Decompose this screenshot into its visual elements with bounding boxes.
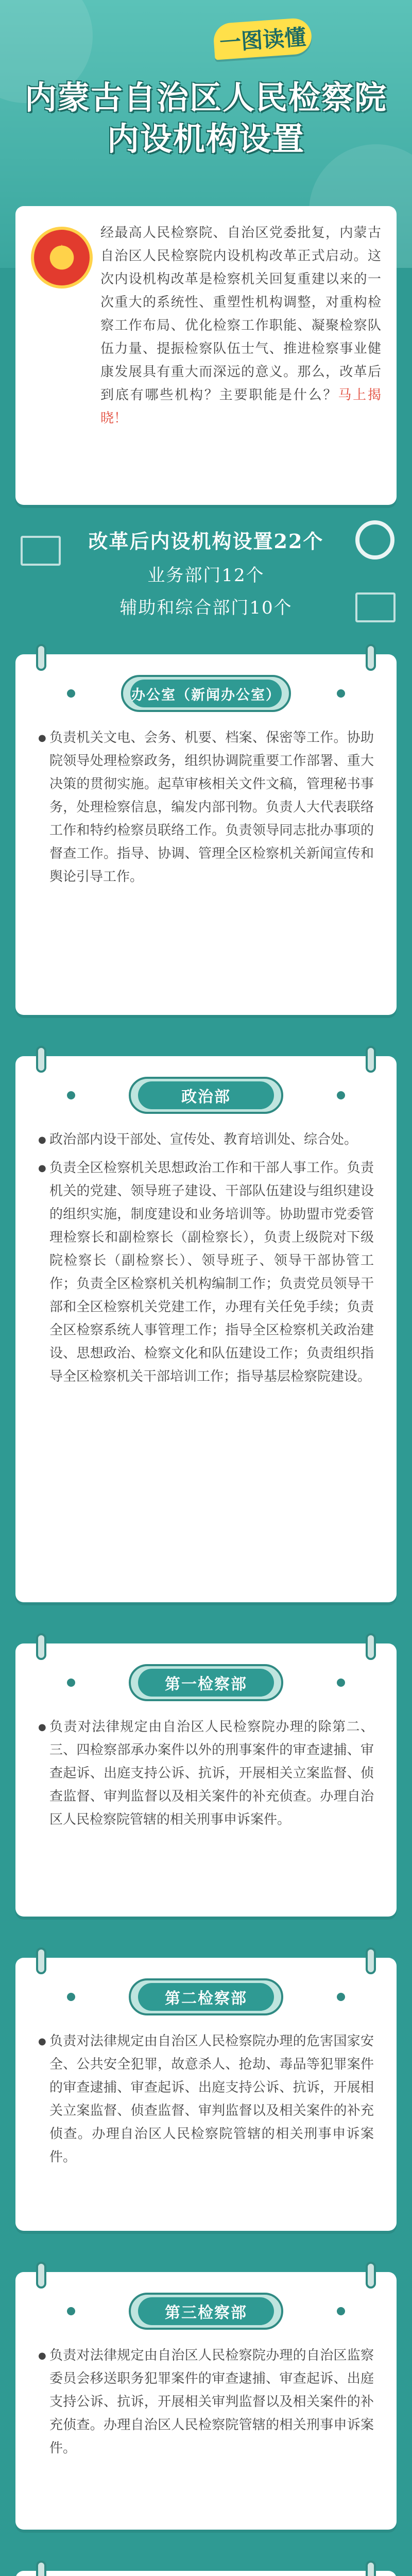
clip-icon [36, 2262, 46, 2289]
section-body [38, 2344, 374, 2465]
section-paragraph: ● 负责全区检察机关思想政治工作和干部人事工作。负责机关的党建、领导班子建设、干部队伍建设与组织建设的组织实施，制度建设和业务培训等。协助盟市党委管理检察长和副检察长（副检察长），负责上级院对下级院检察长（副检察长）、领导班子、领导干部协管工作；负责全区检察机关机构编制工作；负责党员领导干部和全区检察机关党建工作，办理有关任免手续；负责全区检察系统人事管理工作；指导全区检察机关政治建设、思想政治、检察文化和队伍建设工作；负责组织指导全区检察机关干部培训工作；指导基层检察院建设。 [38, 1157, 374, 1388]
section-body [38, 2030, 374, 2174]
clip-icon [366, 1947, 376, 1974]
page-title-line2: 内设机构设置 [107, 120, 305, 158]
decor-dot [67, 689, 75, 698]
clip-icon [366, 1633, 376, 1660]
clip-icon [36, 1633, 46, 1660]
section-body [38, 1716, 374, 1837]
section-paragraph: ● 负责对法律规定由自治区人民检察院办理的危害国家安全、公共安全犯罪，故意杀人、抢劫、毒品等犯罪案件的审查逮捕、审查起诉、出庭支持公诉、抗诉，开展相关立案监督、侦查监督、审判监督以及相关案件的补充侦查。办理自治区人民检察院管辖的相关刑事申诉案件。 [38, 2030, 374, 2169]
decor-dot [337, 1091, 345, 1099]
intro-panel [15, 206, 397, 505]
clip-icon [366, 644, 376, 671]
intro-highlight: 马上揭晓！ [100, 387, 381, 426]
decor-dot [67, 2307, 75, 2315]
decor-dot [337, 1679, 345, 1687]
header-badge: 一图读懂 [213, 17, 313, 60]
section-third-procuratorial [15, 2272, 397, 2530]
decor-dot [67, 1993, 75, 2001]
section-heading [129, 1077, 283, 1114]
summary-total: 改革后内设机构设置22个 [88, 530, 324, 553]
decor-dot [337, 2307, 345, 2315]
decor-dot [337, 1993, 345, 2001]
section-body [38, 1128, 374, 1394]
page-title-line1: 内蒙古自治区人民检察院 [24, 79, 387, 116]
clip-icon [36, 644, 46, 671]
decor-dot [67, 1679, 75, 1687]
section-title: 第一检察部 [138, 1669, 274, 1697]
section-title: 办公室（新闻办公室） [130, 680, 282, 707]
section-political [15, 1056, 397, 1602]
section-heading [121, 675, 291, 712]
section-paragraph: ● 负责对法律规定由自治区人民检察院办理的除第二、三、四检察部承办案件以外的刑事案件的审查逮捕、审查起诉、出庭支持公诉、抗诉，开展相关立案监督、侦查监督、审判监督以及相关案件的补充侦查。办理自治区人民检察院管辖的相关刑事申诉案件。 [38, 1716, 374, 1832]
section-title: 政治部 [138, 1081, 274, 1109]
section-fourth-procuratorial [15, 2571, 397, 2576]
section-title: 第三检察部 [138, 2297, 274, 2325]
section-second-procuratorial [15, 1958, 397, 2231]
procuratorate-emblem-icon [31, 227, 93, 289]
intro-body: 经最高人民检察院、自治区党委批复，内蒙古自治区人民检察院内设机构改革正式启动。这次内设机构改革是检察机关回复重建以来的一次重大的系统性、重塑性机构调整，对重构检察工作布局、优化检察工作职能、凝聚检察队伍力量、提振检察队伍士气、推进检察事业健康发展具有重大而深远的意义。那么，改革后到底有哪些机构？主要职能是什么？ [100, 225, 381, 403]
clip-icon [366, 2262, 376, 2289]
section-paragraph: ● 负责机关文电、会务、机要、档案、保密等工作。协助院领导处理检察政务，组织协调院重要工作部署、重大决策的贯彻实施。起草审核相关文件文稿，管理秘书事务，处理检察信息，编发内部刊物。负责人大代表联络工作和特约检察员联络工作。负责领导同志批办事项的督查工作。指导、协调、管理全区检察机关新闻宣传和舆论引导工作。 [38, 726, 374, 889]
section-body [38, 726, 374, 894]
clip-icon [36, 2561, 46, 2576]
section-title: 第二检察部 [138, 1983, 274, 2011]
section-office [15, 654, 397, 1015]
summary-auxiliary: 辅助和综合部门10个 [119, 598, 293, 618]
clip-icon [36, 1947, 46, 1974]
clip-icon [36, 1046, 46, 1073]
intro-text [100, 222, 381, 430]
decor-dot [67, 1091, 75, 1099]
summary-block [0, 526, 412, 619]
section-paragraph: ● 负责对法律规定由自治区人民检察院办理的自治区监察委员会移送职务犯罪案件的审查逮捕、审查起诉、出庭支持公诉、抗诉，开展相关审判监督以及相关案件的补充侦查。办理自治区人民检察院管辖的相关刑事申诉案件。 [38, 2344, 374, 2460]
clip-icon [366, 2561, 376, 2576]
decor-dot [337, 689, 345, 698]
section-heading [129, 2293, 283, 2330]
section-heading [129, 1978, 283, 2015]
section-first-procuratorial [15, 1643, 397, 1917]
section-heading [129, 1664, 283, 1701]
clip-icon [366, 1046, 376, 1073]
summary-business: 业务部门12个 [147, 565, 265, 586]
section-paragraph: ● 政治部内设干部处、宣传处、教育培训处、综合处。 [38, 1128, 374, 1151]
